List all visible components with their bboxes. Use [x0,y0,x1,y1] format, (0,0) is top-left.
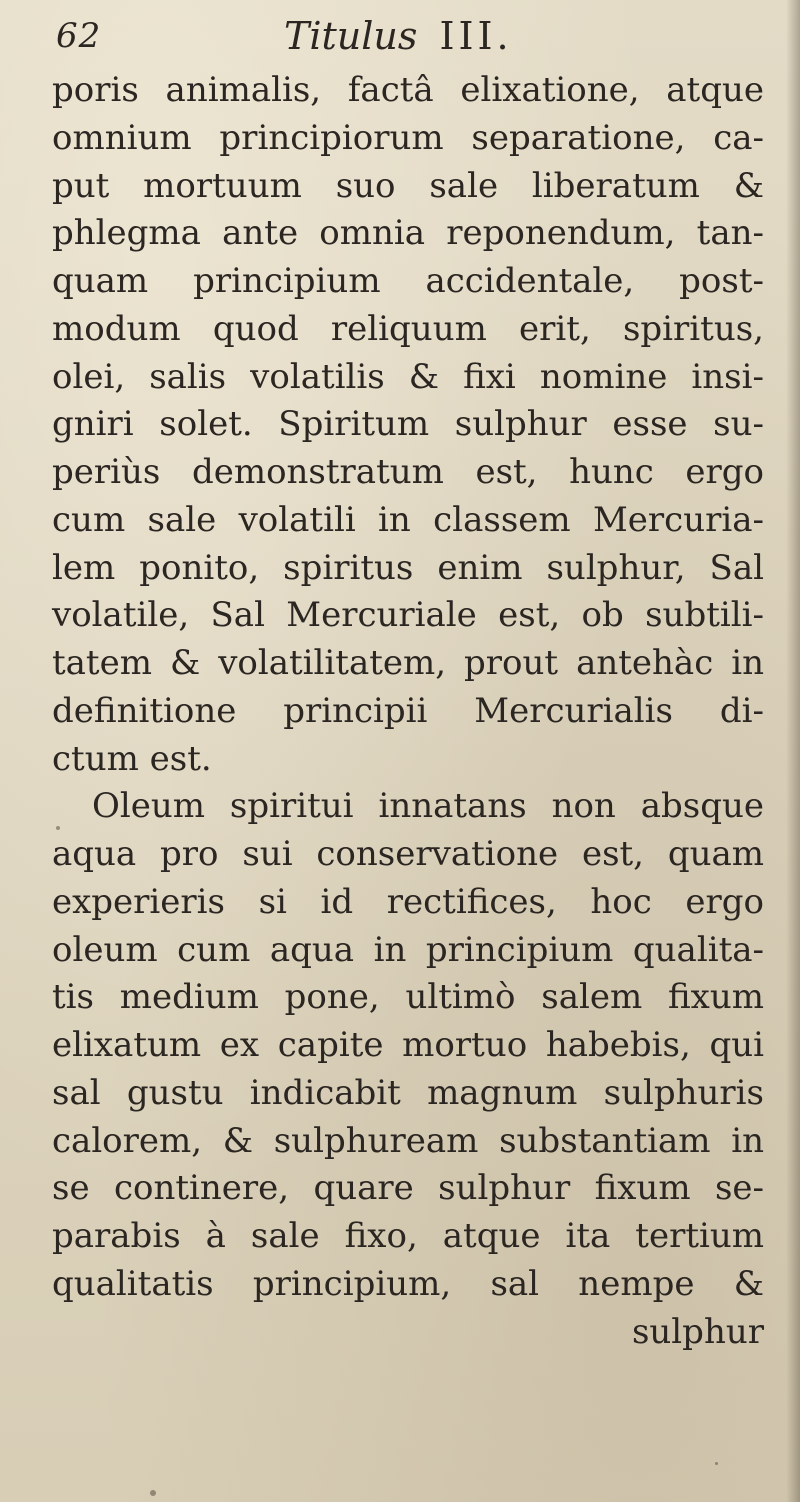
catchword: sulphur [631,1311,764,1352]
paragraph-start-line: Oleum spiritui innatans non absque [92,786,764,827]
running-head-title: Titulus [284,14,418,58]
page-number: 62 [56,16,102,56]
page-header [56,14,756,58]
text-line: se continere, quare sulphur fixum se- [52,1168,764,1209]
text-line: definitione principii Mercurialis di- [52,690,764,731]
text-line: qualitatis principium, sal nempe & [52,1263,764,1304]
text-line: olei, salis volatilis & fixi nomine insi- [52,356,764,397]
text-line: experieris si id rectifices, hoc ergo [52,881,764,922]
text-line: modum quod reliquum erit, spiritus, [52,308,764,349]
text-line: oleum cum aqua in principium qualita- [52,929,764,970]
paper-speck [150,1490,156,1496]
text-line: tis medium pone, ultimò salem fixum [52,977,764,1018]
body-text [52,67,764,1356]
text-line: poris animalis, factâ elixatione, atque [52,70,764,110]
text-line: tatem & volatilitatem, prout antehàc in [52,643,764,683]
text-line: parabis à sale fixo, atque ita tertium [52,1216,764,1256]
paragraph-end-line: ctum est. [52,738,212,779]
page-edge-shadow [786,0,800,1502]
text-line: phlegma ante omnia reponendum, tan- [52,213,764,254]
text-line: gniri solet. Spiritum sulphur esse su- [52,404,764,445]
text-line: periùs demonstratum est, hunc ergo [52,452,764,492]
text-line: aqua pro sui conservatione est, quam [52,834,764,874]
text-line: calorem, & sulphuream substantiam in [52,1120,764,1161]
text-line: put mortuum suo sale liberatum & [52,165,764,206]
text-line: volatile, Sal Mercuriale est, ob subtili- [52,595,764,636]
paper-speck [715,1462,718,1465]
paper-speck [56,826,60,830]
text-line: elixatum ex capite mortuo habebis, qui [52,1025,764,1065]
text-line: quam principium accidentale, post- [52,261,764,301]
text-line: lem ponito, spiritus enim sulphur, Sal [52,547,764,588]
running-head [284,14,513,58]
text-line: sal gustu indicabit magnum sulphuris [52,1072,764,1113]
text-line: omnium principiorum separatione, ca- [52,117,764,158]
running-head-numeral: III. [439,14,513,58]
text-line: cum sale volatili in classem Mercuria- [52,499,764,540]
